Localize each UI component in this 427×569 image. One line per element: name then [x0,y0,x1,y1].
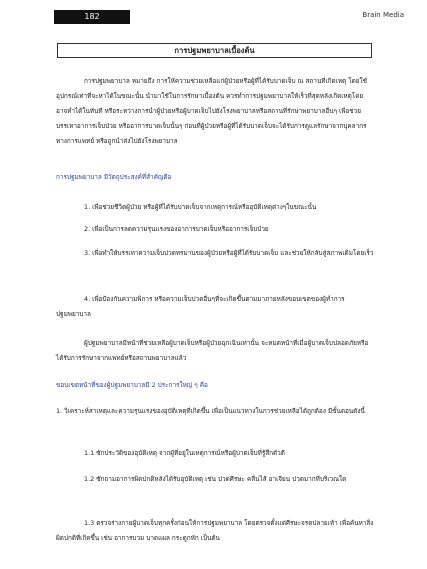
step-item: 1.2 ซักถามอาการผิดปกติหลังได้รับอุบัติเหตุ เช่น ปวดศีรษะ คลื่นไส้ อาเจียน ปวดมากที่บริเวณใด [84,475,347,483]
scope-item: 1. วิเคราะห์สาเหตุและความรุนแรงของอุบัติเหตุที่เกิดขึ้น เพื่อเป็นแนวทางในการช่วยเหลือได้ถูกต้อง มีขั้นตอนดังนี้ [56,407,365,415]
brand-name: Brain Media [362,11,404,19]
scope-heading: ขอบเขตหน้าที่ของผู้ปฐมพยาบาลมี 2 ประการใหญ่ ๆ คือ [56,381,208,389]
objectives-heading: การปฐมพยาบาล มีวัตถุประสงค์ที่สำคัญคือ [56,173,172,181]
objective-item: 3. เพื่อทำให้บรรเทาความเจ็บปวดทรมานของผู้ป่วยหรือผู้ที่ได้รับบาดเจ็บ และช่วยให้กลับสู่สภาพเดิมโดยเร็ว [84,249,374,257]
intro-paragraph: การปฐมพยาบาล หมายถึง การให้ความช่วยเหลือแก่ผู้ป่วยหรือผู้ที่ได้รับบาดเจ็บ ณ สถานที่เกิดเหตุ โดยใช้อุปกรณ์เท่าที่จะหาได้ในขณะนั้น นำมาใช้ในการรักษาเบื้องต้น ควรทำการปฐมพยาบาลให้เร็วที่สุดหลังเกิดเหตุโดยอาจทำได้ในทันที หรือระหว่างการนำผู้ป่วยหรือผู้บาดเจ็บไปยังโรงพยาบาลหรือสถานที่รักษาพยาบาลอื่นๆ เพื่อช่วยบรรเทาอาการเจ็บป่วย หรืออาการบาดเจ็บนั้นๆ ก่อนที่ผู้ป่วยหรือผู้ที่ได้รับบาดเจ็บจะได้รับการดูแลรักษาจากบุคลากรทางการแพทย์ หรือถูกนำส่งไปยังโรงพยาบาล [56,77,368,145]
objective-item: 4. เพื่อป้องกันความพิการ หรือความเจ็บปวดอื่นๆที่จะเกิดขึ้นตามมาภายหลังขอบเขตของผู้ทำการปฐมพยาบาล [56,295,345,318]
page-header [14,10,412,24]
step-item: 1.3 ตรวจร่างกายผู้บาดเจ็บทุกครั้งก่อนให้การปฐมพยาบาล โดยตรวจตั้งแต่ศีรษะจรดปลายเท้า เพื่อค้นหาสิ่งผิดปกติที่เกิดขึ้น เช่น อาการบวม บาดแผล กระดูกหัก เป็นต้น [56,519,374,542]
objective-item: 1. เพื่อช่วยชีวิตผู้ป่วย หรือผู้ที่ได้รับบาดเจ็บจากเหตุการณ์หรืออุบัติเหตุต่างๆในขณะนั้น [84,203,317,211]
note-paragraph: ผู้ปฐมพยาบาลมีหน้าที่ช่วยเหลือผู้บาดเจ็บหรือผู้ป่วยฉุกเฉินเท่านั้น จะหมดหน้าที่เมื่อผู้บาดเจ็บปลอดภัยหรือได้รับการรักษาจากแพทย์หรือสถานพยาบาลแล้ว [56,339,369,362]
section-title: การปฐมพยาบาลเบื้องต้น [57,43,372,58]
step-item: 1.1 ซักประวัติของอุบัติเหตุ จากผู้ที่อยู่ในเหตุการณ์หรือผู้บาดเจ็บที่รู้สึกตัวดี [84,449,285,457]
objective-item: 2. เพื่อเป็นการลดความรุนแรงของอาการบาดเจ็บหรืออาการเจ็บป่วย [84,225,269,233]
page-number: 182 [54,10,130,24]
